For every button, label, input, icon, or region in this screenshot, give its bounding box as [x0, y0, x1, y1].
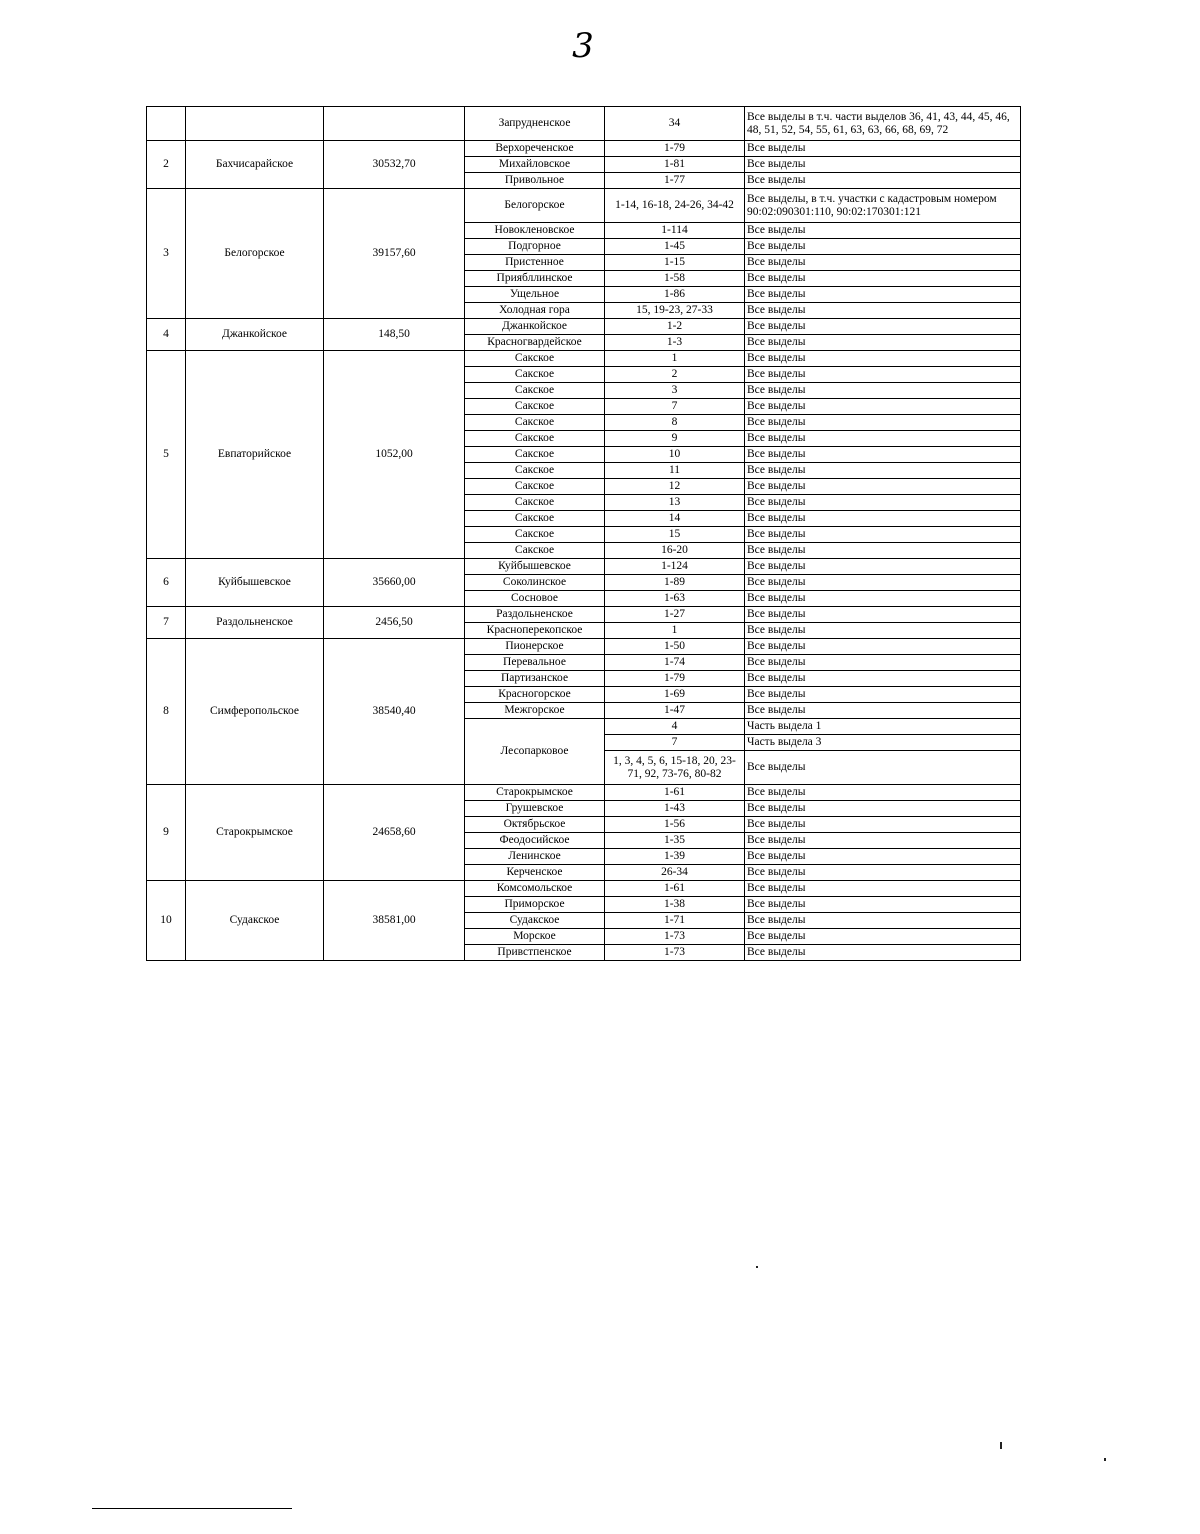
allotment-note: Все выделы — [745, 543, 1021, 559]
allotment-note: Все выделы — [745, 897, 1021, 913]
district-area: 35660,00 — [324, 559, 465, 607]
forestry-name: Октябрьское — [465, 817, 605, 833]
quarter-numbers: 26-34 — [605, 865, 745, 881]
forestry-name: Соколинское — [465, 575, 605, 591]
forestry-name: Ленинское — [465, 849, 605, 865]
allotment-note: Все выделы — [745, 431, 1021, 447]
forestry-name: Комсомольское — [465, 881, 605, 897]
allotment-note: Все выделы — [745, 239, 1021, 255]
quarter-numbers: 10 — [605, 447, 745, 463]
row-number: 9 — [147, 785, 186, 881]
forestry-name: Михайловское — [465, 157, 605, 173]
table-row — [147, 319, 1021, 335]
district-name: Судакское — [186, 881, 324, 961]
allotment-note: Все выделы — [745, 319, 1021, 335]
allotment-note: Все выделы — [745, 785, 1021, 801]
forestry-name: Холодная гора — [465, 303, 605, 319]
table-row — [147, 785, 1021, 801]
table-row — [147, 141, 1021, 157]
district-area: 24658,60 — [324, 785, 465, 881]
forestry-name: Ущельное — [465, 287, 605, 303]
district-name: Симферопольское — [186, 639, 324, 785]
quarter-numbers: 9 — [605, 431, 745, 447]
district-area: 1052,00 — [324, 351, 465, 559]
table-row — [147, 639, 1021, 655]
row-number: 8 — [147, 639, 186, 785]
table-row — [147, 189, 1021, 223]
quarter-numbers: 15 — [605, 527, 745, 543]
quarter-numbers: 1 — [605, 351, 745, 367]
forestry-name: Сакское — [465, 495, 605, 511]
forestry-name: Сакское — [465, 479, 605, 495]
forestry-name: Красногорское — [465, 687, 605, 703]
district-area — [324, 107, 465, 141]
quarter-numbers: 1-35 — [605, 833, 745, 849]
forestry-name: Сакское — [465, 399, 605, 415]
district-area: 148,50 — [324, 319, 465, 351]
allotment-note: Все выделы — [745, 881, 1021, 897]
allotment-note: Все выделы — [745, 415, 1021, 431]
quarter-numbers: 1-63 — [605, 591, 745, 607]
quarter-numbers: 1-15 — [605, 255, 745, 271]
allotment-note: Все выделы — [745, 463, 1021, 479]
forestry-name: Приморское — [465, 897, 605, 913]
forestry-name: Раздольненское — [465, 607, 605, 623]
allotment-note: Все выделы — [745, 559, 1021, 575]
allotment-note: Все выделы — [745, 367, 1021, 383]
quarter-numbers: 16-20 — [605, 543, 745, 559]
quarter-numbers: 4 — [605, 719, 745, 735]
forestry-name: Приябллинское — [465, 271, 605, 287]
quarter-numbers: 1-2 — [605, 319, 745, 335]
scan-speck — [1104, 1458, 1106, 1461]
quarter-numbers: 12 — [605, 479, 745, 495]
allotment-note: Все выделы — [745, 801, 1021, 817]
allotment-note: Все выделы — [745, 945, 1021, 961]
allotment-note: Все выделы — [745, 687, 1021, 703]
district-name: Евпаторийское — [186, 351, 324, 559]
quarter-numbers: 1-86 — [605, 287, 745, 303]
allotment-note: Все выделы — [745, 255, 1021, 271]
row-number: 2 — [147, 141, 186, 189]
quarter-numbers: 1-73 — [605, 945, 745, 961]
allotment-note: Все выделы — [745, 751, 1021, 785]
allotment-note: Все выделы — [745, 591, 1021, 607]
allotment-note: Все выделы — [745, 913, 1021, 929]
forestry-name: Перевальное — [465, 655, 605, 671]
allotment-note: Все выделы — [745, 173, 1021, 189]
district-name — [186, 107, 324, 141]
table-row — [147, 881, 1021, 897]
forestry-name: Сакское — [465, 415, 605, 431]
allotment-note: Все выделы — [745, 141, 1021, 157]
quarter-numbers: 11 — [605, 463, 745, 479]
quarter-numbers: 1-14, 16-18, 24-26, 34-42 — [605, 189, 745, 223]
table-row — [147, 107, 1021, 141]
quarter-numbers: 1-77 — [605, 173, 745, 189]
district-area: 30532,70 — [324, 141, 465, 189]
allotment-note: Все выделы — [745, 271, 1021, 287]
scan-speck — [1000, 1442, 1002, 1449]
forestry-name: Запрудненское — [465, 107, 605, 141]
allotment-note: Все выделы — [745, 575, 1021, 591]
quarter-numbers: 15, 19-23, 27-33 — [605, 303, 745, 319]
allotment-note: Все выделы — [745, 223, 1021, 239]
quarter-numbers: 3 — [605, 383, 745, 399]
quarter-numbers: 1-56 — [605, 817, 745, 833]
quarter-numbers: 1-79 — [605, 671, 745, 687]
forestry-name: Пристенное — [465, 255, 605, 271]
quarter-numbers: 1-43 — [605, 801, 745, 817]
forestry-name: Старокрымское — [465, 785, 605, 801]
quarter-numbers: 1-69 — [605, 687, 745, 703]
forestry-name: Лесопарковое — [465, 719, 605, 785]
allotment-note: Все выделы в т.ч. части выделов 36, 41, 43, 44, 45, 46, 48, 51, 52, 54, 55, 61, 63, 63, 66, 68, 69, 72 — [745, 107, 1021, 141]
allotment-note: Все выделы — [745, 671, 1021, 687]
table-row — [147, 351, 1021, 367]
quarter-numbers: 13 — [605, 495, 745, 511]
forestry-name: Партизанское — [465, 671, 605, 687]
forestry-name: Сакское — [465, 511, 605, 527]
forestry-name: Морское — [465, 929, 605, 945]
allotment-note: Все выделы — [745, 383, 1021, 399]
quarter-numbers: 1, 3, 4, 5, 6, 15-18, 20, 23-71, 92, 73-76, 80-82 — [605, 751, 745, 785]
allotment-note: Все выделы — [745, 849, 1021, 865]
quarter-numbers: 1-61 — [605, 881, 745, 897]
allotment-note: Все выделы — [745, 157, 1021, 173]
forestry-name: Сакское — [465, 527, 605, 543]
allotment-note: Все выделы, в т.ч. участки с кадастровым номером 90:02:090301:110, 90:02:170301:121 — [745, 189, 1021, 223]
quarter-numbers: 1-50 — [605, 639, 745, 655]
forestry-name: Верхореченское — [465, 141, 605, 157]
forest-districts-table — [146, 106, 1021, 961]
row-number — [147, 107, 186, 141]
forestry-name: Белогорское — [465, 189, 605, 223]
forestry-name: Джанкойское — [465, 319, 605, 335]
district-name: Белогорское — [186, 189, 324, 319]
quarter-numbers: 1-74 — [605, 655, 745, 671]
allotment-note: Все выделы — [745, 287, 1021, 303]
quarter-numbers: 1-27 — [605, 607, 745, 623]
district-area: 38540,40 — [324, 639, 465, 785]
table-row — [147, 559, 1021, 575]
allotment-note: Все выделы — [745, 655, 1021, 671]
forestry-name: Подгорное — [465, 239, 605, 255]
quarter-numbers: 1-3 — [605, 335, 745, 351]
quarter-numbers: 1-114 — [605, 223, 745, 239]
district-area: 39157,60 — [324, 189, 465, 319]
allotment-note: Все выделы — [745, 511, 1021, 527]
allotment-note: Все выделы — [745, 447, 1021, 463]
allotment-note: Все выделы — [745, 623, 1021, 639]
forestry-name: Сакское — [465, 543, 605, 559]
quarter-numbers: 7 — [605, 735, 745, 751]
quarter-numbers: 1-47 — [605, 703, 745, 719]
page-number: 3 — [572, 26, 594, 66]
allotment-note: Все выделы — [745, 639, 1021, 655]
quarter-numbers: 2 — [605, 367, 745, 383]
quarter-numbers: 7 — [605, 399, 745, 415]
district-name: Бахчисарайское — [186, 141, 324, 189]
allotment-note: Все выделы — [745, 303, 1021, 319]
row-number: 3 — [147, 189, 186, 319]
quarter-numbers: 1-79 — [605, 141, 745, 157]
quarter-numbers: 8 — [605, 415, 745, 431]
forestry-name: Куйбышевское — [465, 559, 605, 575]
district-name: Куйбышевское — [186, 559, 324, 607]
footnote-separator — [92, 1508, 292, 1509]
forestry-name: Керченское — [465, 865, 605, 881]
district-area: 38581,00 — [324, 881, 465, 961]
district-name: Джанкойское — [186, 319, 324, 351]
row-number: 4 — [147, 319, 186, 351]
allotment-note: Все выделы — [745, 495, 1021, 511]
forestry-name: Привстпенское — [465, 945, 605, 961]
forestry-name: Пионерское — [465, 639, 605, 655]
quarter-numbers: 1-38 — [605, 897, 745, 913]
quarter-numbers: 1-39 — [605, 849, 745, 865]
forestry-name: Привольное — [465, 173, 605, 189]
allotment-note: Все выделы — [745, 607, 1021, 623]
district-name: Старокрымское — [186, 785, 324, 881]
forestry-name: Сосновое — [465, 591, 605, 607]
forestry-name: Сакское — [465, 383, 605, 399]
district-area: 2456,50 — [324, 607, 465, 639]
allotment-note: Часть выдела 3 — [745, 735, 1021, 751]
quarter-numbers: 14 — [605, 511, 745, 527]
forestry-name: Сакское — [465, 463, 605, 479]
forestry-name: Новокленовское — [465, 223, 605, 239]
quarter-numbers: 1-124 — [605, 559, 745, 575]
forestry-name: Сакское — [465, 447, 605, 463]
quarter-numbers: 1-45 — [605, 239, 745, 255]
forestry-name: Грушевское — [465, 801, 605, 817]
quarter-numbers: 1 — [605, 623, 745, 639]
allotment-note: Все выделы — [745, 527, 1021, 543]
quarter-numbers: 1-61 — [605, 785, 745, 801]
allotment-note: Все выделы — [745, 335, 1021, 351]
forestry-name: Красноперекопское — [465, 623, 605, 639]
quarter-numbers: 1-58 — [605, 271, 745, 287]
forestry-name: Красногвардейское — [465, 335, 605, 351]
allotment-note: Все выделы — [745, 399, 1021, 415]
allotment-note: Все выделы — [745, 817, 1021, 833]
forestry-name: Сакское — [465, 431, 605, 447]
row-number: 10 — [147, 881, 186, 961]
forestry-name: Сакское — [465, 351, 605, 367]
row-number: 7 — [147, 607, 186, 639]
scan-speck — [756, 1266, 758, 1268]
table-row — [147, 607, 1021, 623]
forestry-name: Феодосийское — [465, 833, 605, 849]
allotment-note: Все выделы — [745, 865, 1021, 881]
allotment-note: Все выделы — [745, 351, 1021, 367]
allotment-note: Часть выдела 1 — [745, 719, 1021, 735]
quarter-numbers: 1-89 — [605, 575, 745, 591]
quarter-numbers: 34 — [605, 107, 745, 141]
quarter-numbers: 1-73 — [605, 929, 745, 945]
district-name: Раздольненское — [186, 607, 324, 639]
row-number: 6 — [147, 559, 186, 607]
allotment-note: Все выделы — [745, 703, 1021, 719]
allotment-note: Все выделы — [745, 929, 1021, 945]
forestry-name: Судакское — [465, 913, 605, 929]
forestry-name: Сакское — [465, 367, 605, 383]
forestry-name: Межгорское — [465, 703, 605, 719]
quarter-numbers: 1-81 — [605, 157, 745, 173]
allotment-note: Все выделы — [745, 833, 1021, 849]
quarter-numbers: 1-71 — [605, 913, 745, 929]
allotment-note: Все выделы — [745, 479, 1021, 495]
row-number: 5 — [147, 351, 186, 559]
